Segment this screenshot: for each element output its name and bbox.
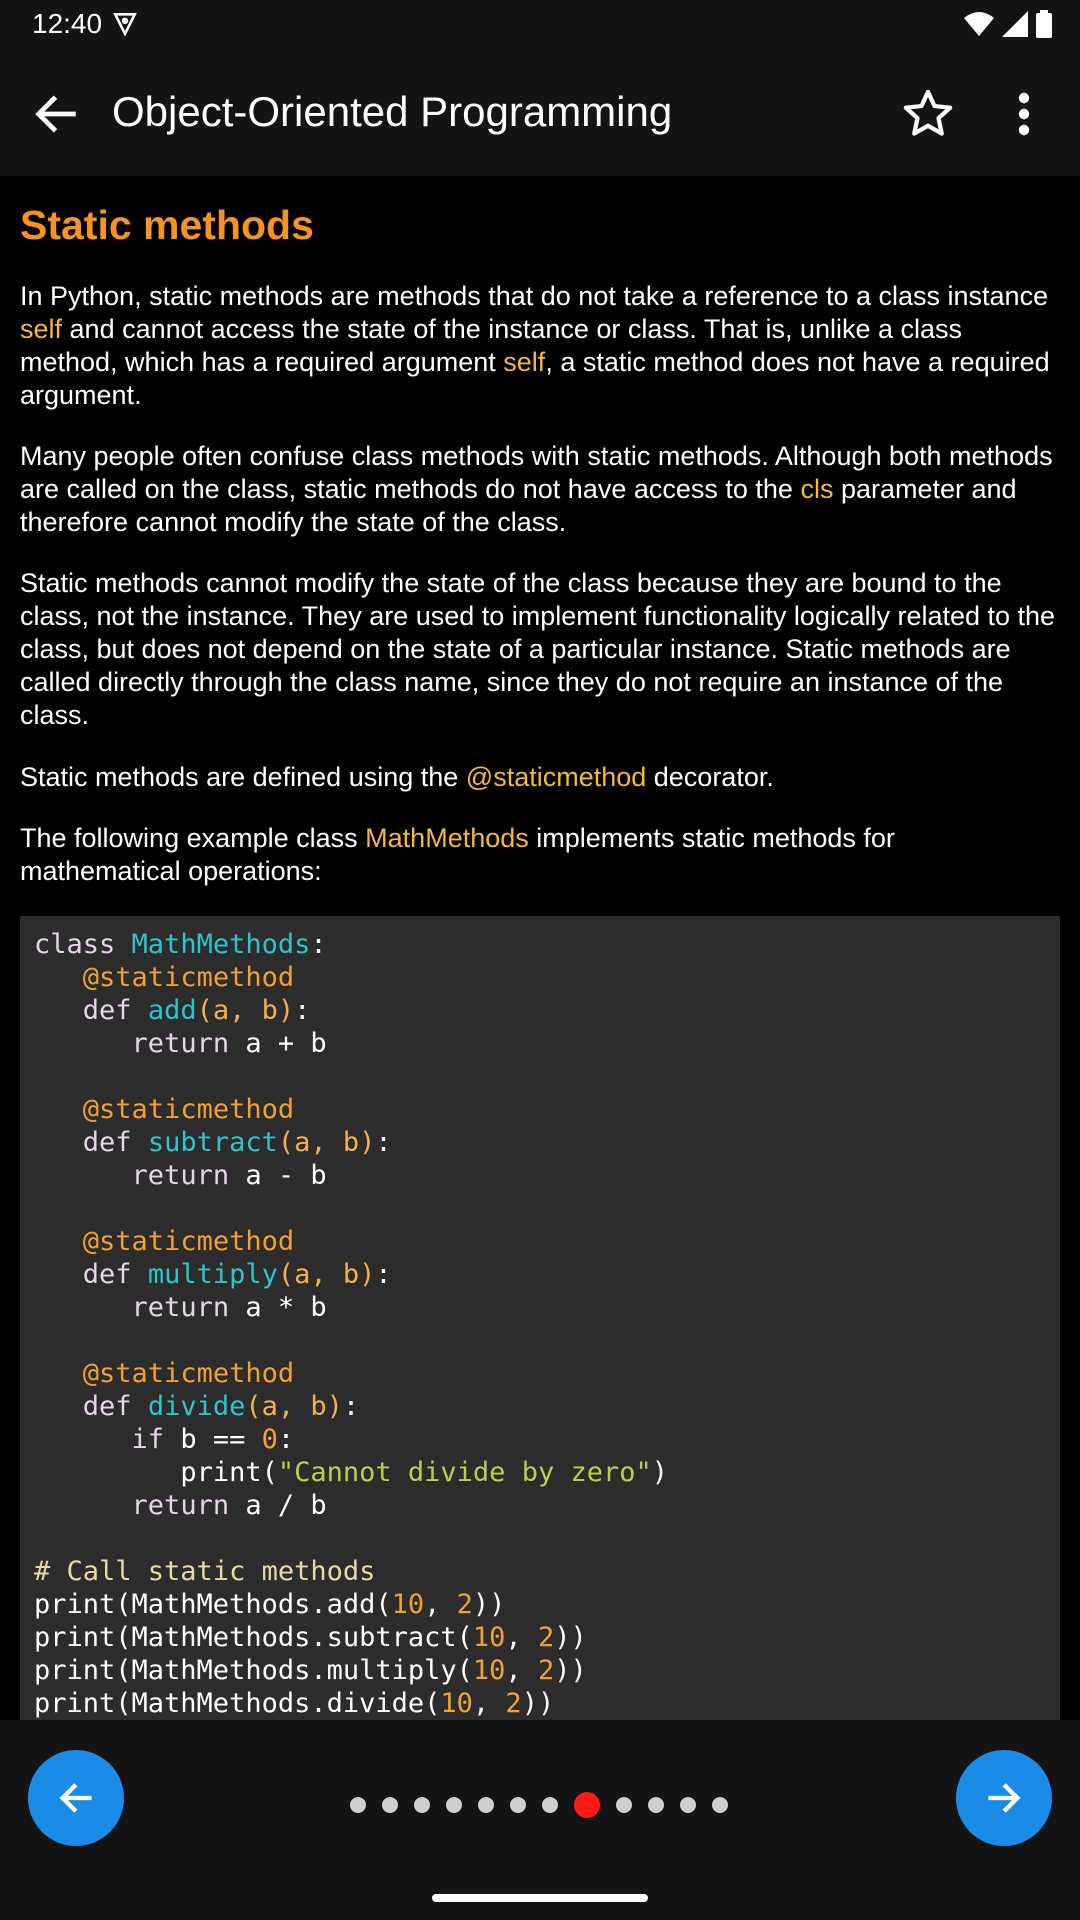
page-dot	[616, 1797, 632, 1813]
page-dot	[382, 1797, 398, 1813]
paragraph-1: In Python, static methods are methods that do not take a reference to a class instance self and cannot access the state of the instance or class. That is, unlike a class method, which has a required argument self, a static method does not have a required argument.	[20, 281, 1050, 410]
page-dot	[680, 1797, 696, 1813]
paragraph-3: Static methods cannot modify the state of the class because they are bound to the class, not the instance. They are used to implement functionality logically related to the class, but does not depend on the state of a particular instance. Static methods are called directly through the class name, since they do not require an instance of the class.	[20, 568, 1056, 730]
page-dot	[414, 1797, 430, 1813]
page-title: Object-Oriented Programming	[112, 88, 673, 135]
paragraph-4: Static methods are defined using the @staticmethod decorator.	[20, 762, 774, 792]
page-dot	[350, 1797, 366, 1813]
home-indicator[interactable]	[432, 1894, 648, 1902]
lesson-heading: Static methods	[20, 202, 314, 248]
status-time: 12:40	[32, 8, 103, 39]
page-dot	[542, 1797, 558, 1813]
vpn-key-icon	[112, 10, 138, 36]
status-bar	[0, 0, 1080, 48]
previous-button[interactable]	[28, 1750, 124, 1846]
page-indicator	[350, 1792, 728, 1818]
signal-icon	[1002, 11, 1028, 37]
arrow-right-icon	[984, 1778, 1024, 1818]
page-dot	[648, 1797, 664, 1813]
arrow-left-icon	[56, 1778, 96, 1818]
page-dot	[478, 1797, 494, 1813]
lesson-content[interactable]	[0, 176, 1080, 1720]
app-bar	[0, 48, 1080, 176]
code-text: class MathMethods: @staticmethod def add(a, b): return a + b @staticmethod def subtract(a, b): return a - b @staticmethod def multiply(a, b): return a * b @staticmethod def divide(a, b): if b == 0: print("Cannot divide by zero") return a / b # Call static methods print(MathMethods.add(10, 2)) print(MathMethods.subtract(10, 2)) print(MathMethods.multiply(10, 2)) print(MathMethods.divide(10, 2))	[34, 929, 668, 1719]
page-dot	[446, 1797, 462, 1813]
wifi-icon	[964, 11, 994, 37]
next-button[interactable]	[956, 1750, 1052, 1846]
paragraph-2: Many people often confuse class methods with static methods. Although both methods are called on the class, static methods do not have access to the cls parameter and therefore cannot modify the state of the class.	[20, 441, 1053, 537]
battery-icon	[1036, 10, 1052, 38]
page-dot	[712, 1797, 728, 1813]
more-vert-icon[interactable]	[1008, 90, 1040, 138]
star-outline-icon[interactable]	[900, 86, 956, 142]
page-dot-active	[574, 1792, 600, 1818]
code-block	[20, 916, 1060, 1720]
paragraph-5: The following example class MathMethods implements static methods for mathematical operations:	[20, 823, 895, 886]
page-dot	[510, 1797, 526, 1813]
bottom-nav	[0, 1720, 1080, 1920]
status-icons	[964, 10, 1052, 38]
back-arrow-icon[interactable]	[30, 88, 82, 140]
